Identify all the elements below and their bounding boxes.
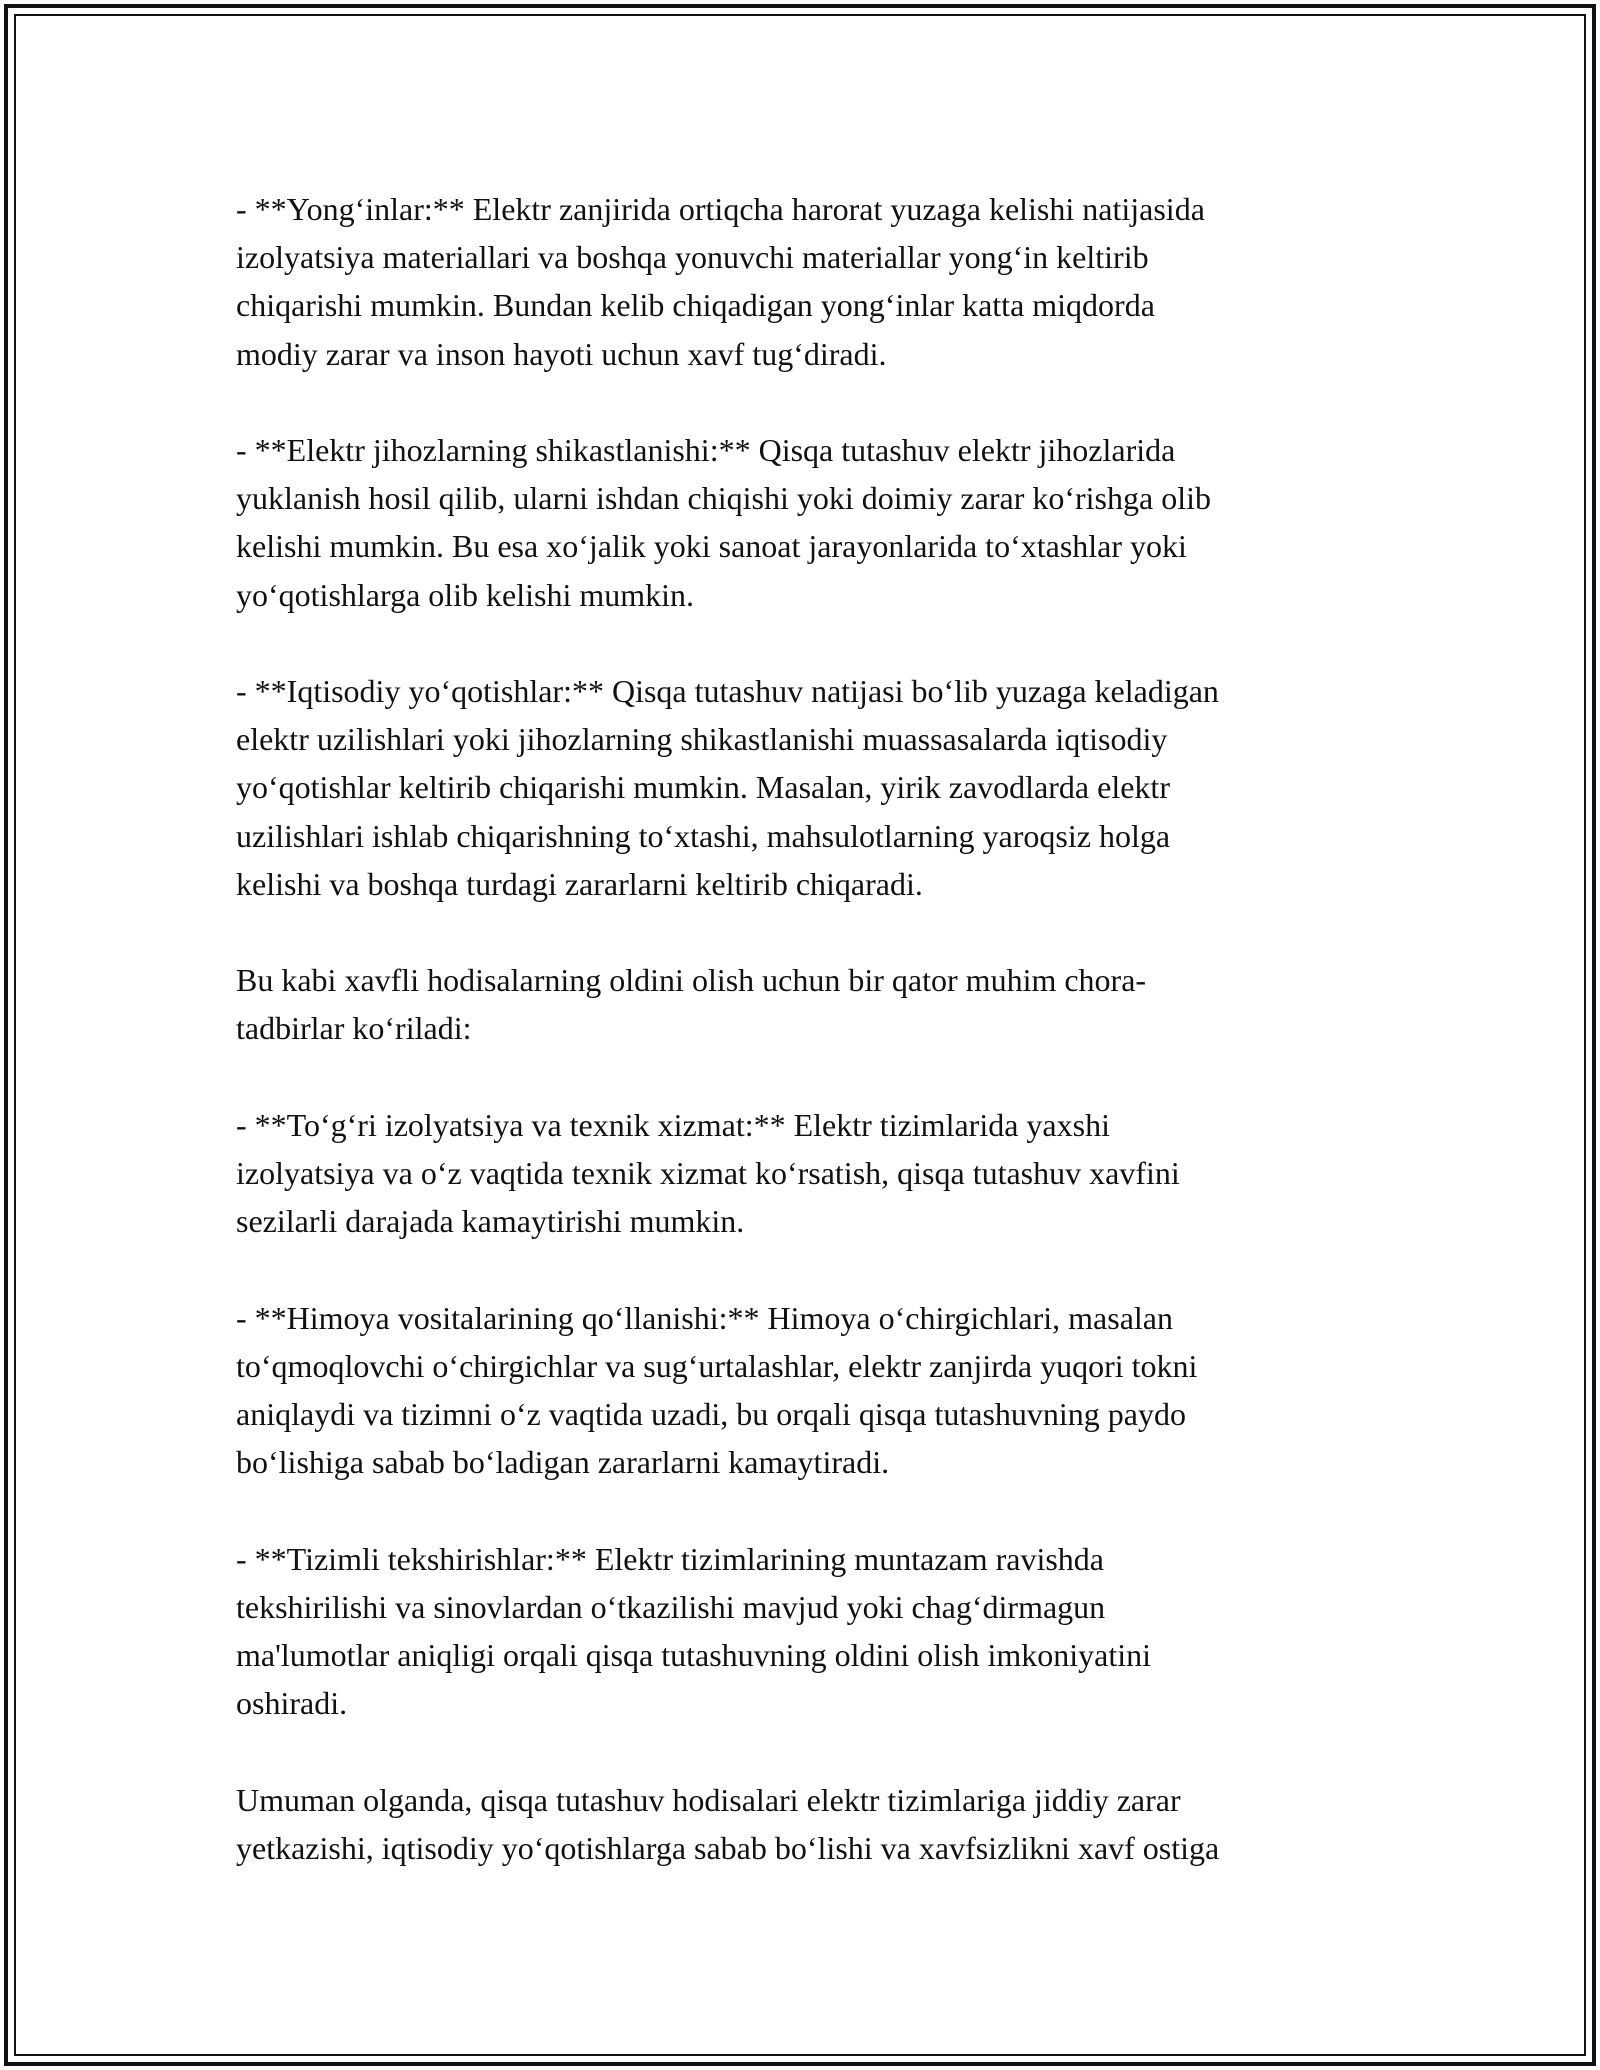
text-line: elektr uzilishlari yoki jihozlarning shikastlanishi muassasalarda iqtisodiy — [236, 721, 1168, 758]
text-line: kelishi mumkin. Bu esa xo‘jalik yoki sanoat jarayonlarida to‘xtashlar yoki — [236, 528, 1187, 565]
text-line: modiy zarar va inson hayoti uchun xavf tug‘diradi. — [236, 335, 887, 372]
text-line: to‘qmoqlovchi o‘chirgichlar va sug‘urtalashlar, elektr zanjirda yuqori tokni — [236, 1347, 1198, 1384]
text-line: tadbirlar ko‘riladi: — [236, 1010, 472, 1047]
text-line: - **To‘g‘ri izolyatsiya va texnik xizmat:** Elektr tizimlarida yaxshi — [236, 1106, 1110, 1143]
text-line: - **Tizimli tekshirishlar:** Elektr tizimlarining muntazam ravishda — [236, 1540, 1104, 1577]
text-line: bo‘lishiga sabab bo‘ladigan zararlarni kamaytiradi. — [236, 1444, 890, 1481]
text-line: Bu kabi xavfli hodisalarning oldini olish uchun bir qator muhim chora- — [236, 962, 1147, 999]
paragraph-economic-losses — [236, 667, 1376, 908]
text-line: sezilarli darajada kamaytirishi mumkin. — [236, 1203, 745, 1240]
paragraph-conclusion — [236, 1776, 1376, 1872]
text-line: yuklanish hosil qilib, ularni ishdan chiqishi yoki doimiy zarar ko‘rishga olib — [236, 480, 1211, 517]
text-line: - **Yong‘inlar:** Elektr zanjirida ortiqcha harorat yuzaga kelishi natijasida — [236, 191, 1205, 227]
text-line: - **Himoya vositalarining qo‘llanishi:** Himoya o‘chirgichlari, masalan — [236, 1299, 1173, 1336]
text-line: yo‘qotishlarga olib kelishi mumkin. — [236, 576, 695, 613]
text-line: Umuman olganda, qisqa tutashuv hodisalari elektr tizimlariga jiddiy zarar — [236, 1781, 1181, 1818]
paragraph-systematic-inspections — [236, 1535, 1376, 1728]
paragraph-equipment-damage — [236, 426, 1376, 619]
text-line: izolyatsiya materiallari va boshqa yonuvchi materiallar yong‘in keltirib — [236, 239, 1149, 276]
paragraph-protective-devices — [236, 1294, 1376, 1487]
text-line: yetkazishi, iqtisodiy yo‘qotishlarga sabab bo‘lishi va xavfsizlikni xavf ostiga — [236, 1829, 1220, 1866]
text-line: aniqlaydi va tizimni o‘z vaqtida uzadi, bu orqali qisqa tutashuvning paydo — [236, 1396, 1186, 1432]
text-line: - **Elektr jihozlarning shikastlanishi:** Qisqa tutashuv elektr jihozlarida — [236, 432, 1176, 468]
text-line: oshiradi. — [236, 1685, 348, 1722]
text-line: chiqarishi mumkin. Bundan kelib chiqadigan yong‘inlar katta miqdorda — [236, 287, 1155, 324]
text-line: yo‘qotishlar keltirib chiqarishi mumkin. Masalan, yirik zavodlarda elektr — [236, 769, 1170, 806]
text-line: kelishi va boshqa turdagi zararlarni keltirib chiqaradi. — [236, 865, 923, 902]
paragraph-insulation-maintenance — [236, 1101, 1376, 1246]
document-body — [236, 185, 1376, 1920]
text-line: tekshirilishi va sinovlardan o‘tkazilishi mavjud yoki chag‘dirmagun — [236, 1588, 1106, 1625]
text-line: ma'lumotlar aniqligi orqali qisqa tutashuvning oldini olish imkoniyatini — [236, 1637, 1152, 1673]
text-line: uzilishlari ishlab chiqarishning to‘xtashi, mahsulotlarning yaroqsiz holga — [236, 817, 1171, 854]
text-line: izolyatsiya va o‘z vaqtida texnik xizmat ko‘rsatish, qisqa tutashuv xavfini — [236, 1155, 1180, 1191]
paragraph-prevention-intro — [236, 956, 1376, 1052]
paragraph-fires — [236, 185, 1376, 378]
text-line: - **Iqtisodiy yo‘qotishlar:** Qisqa tutashuv natijasi bo‘lib yuzaga keladigan — [236, 673, 1219, 709]
